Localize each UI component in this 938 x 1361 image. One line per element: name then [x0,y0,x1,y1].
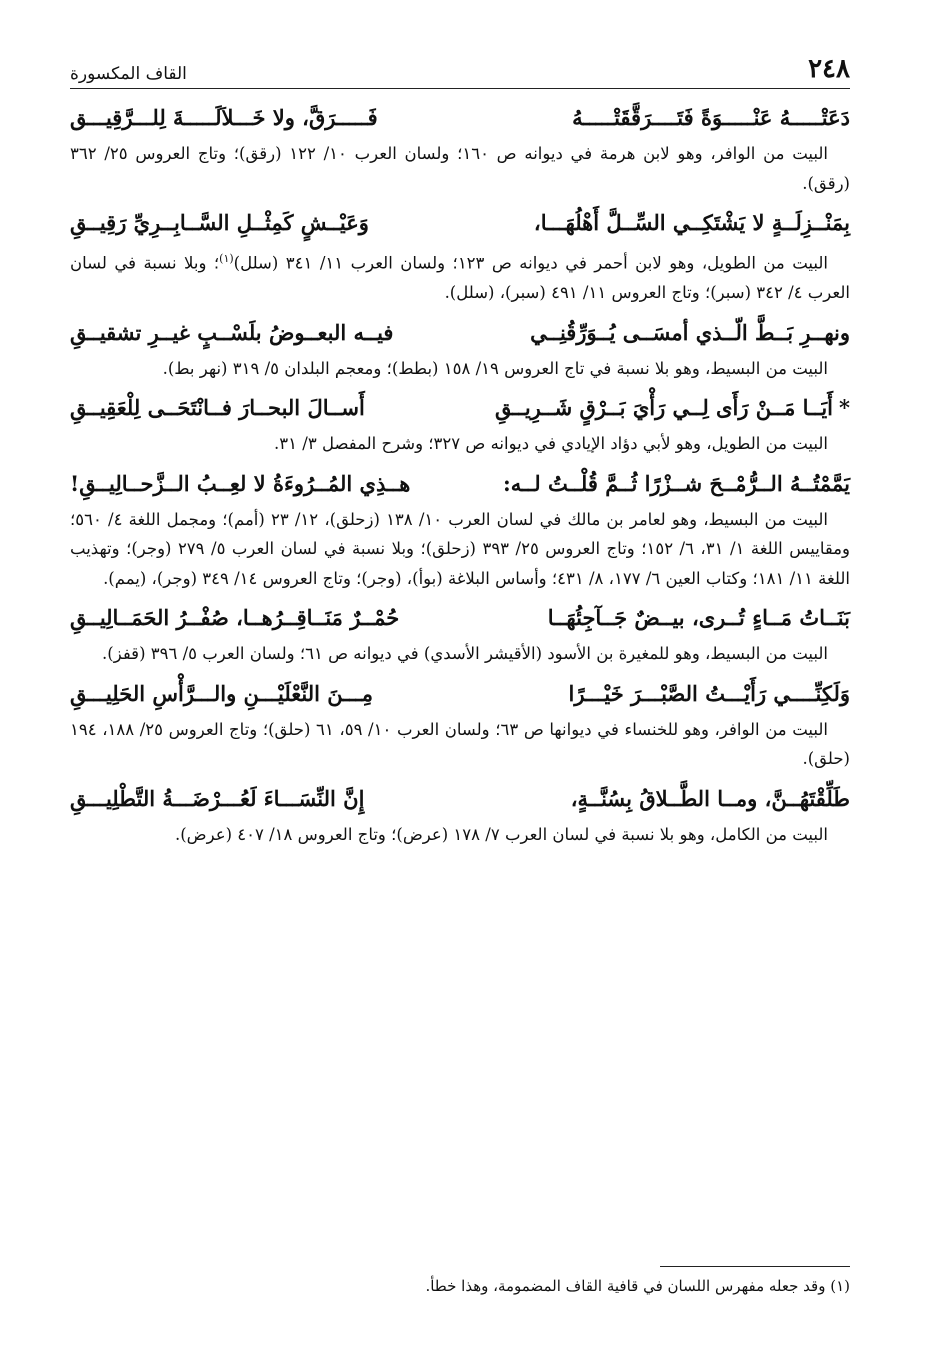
hemistich-first: بَنَــاتُ مَــاءٍ تُــرى، بيــضٌ جَــآجِئُهَــا [547,605,850,630]
verse-note [70,715,850,774]
verse-note [70,354,850,384]
hemistich-first: بِمَنْــزِلَــةٍ لا يَشْتَكِــي السِّــلَّ أَهْلُهَـــا، [533,210,850,235]
verse-entry [70,387,850,459]
verse-line [70,463,850,505]
verse-line [70,202,850,244]
hemistich-second: حُمْــرٌ مَنَــاقِــرُهــا، صُفْــرُ الحَمَــالِيــقِ [70,605,400,630]
hemistich-second: فيــه البعــوضُ بلَسْــبٍ غيــرِ تشقيــقِ [70,319,394,345]
note-text: البيت من الكامل، وهو بلا نسبة في لسان العرب ٧/ ١٧٨ (عرض)؛ وتاج العروس ١٨/ ٤٠٧ (عرض). [174,824,828,844]
verse-line [70,597,850,639]
verse-line [70,312,850,354]
verse-entry [70,778,850,850]
verse-line [70,778,850,820]
hemistich-second: أَســالَ البحــارَ فــانْتَحَــى لِلْعَقِيــقِ [70,395,365,420]
hemistich-first: طَلِّقْتَهُــنَّ، ومــا الطَّــلاقُ بِسُنَّــةٍ، [570,785,850,811]
hemistich-first: ونهــرِ بَــطَّ الّــذي أمسَــى يُــوَرِّقُنِــي [530,319,850,345]
hemistich-second: وَعَيْــشٍ كَمِثْــلِ السَّــابِــرِيِّ رَقِيــقِ [70,210,369,235]
page [70,50,850,853]
star-marker: * [839,395,850,420]
hemistich-first: *أَيَــا مَــنْ رَأَى لِــي رَأْيَ بَــرْقٍ شَــرِيــقِ [495,395,850,420]
footnote-divider [660,1266,850,1267]
verse-entry [70,673,850,774]
verse-note [70,820,850,850]
note-text: البيت من البسيط، وهو بلا نسبة في تاج العروس ١٩/ ١٥٨ (بطط)؛ ومعجم البلدان ٥/ ٣١٩ (نهر بط). [162,358,828,378]
verse-line [70,673,850,715]
hemistich-first: دَعَتْـــــهُ عَنْـــــوَةً فَتَــــرَقَّقَتْـــــهُ [572,105,850,130]
note-text: البيت من الطويل، وهو لابن أحمر في ديوانه ص ١٢٣؛ ولسان العرب ١١/ ٣٤١ (سلل) [233,253,828,273]
hemistich-second: إِنَّ النِّسَـــاءَ لَعُـــرْضَـــةُ التَّطْلِيـــقِ [70,785,365,811]
hemistich-second: مِـــنَ النَّعْلَيْـــنِ والـــرَّأْسِ الحَلِيـــقِ [70,680,373,706]
verse-note [70,429,850,459]
note-text: البيت من الوافر، وهو لابن هرمة في ديوانه ص ١٦٠؛ ولسان العرب ١٠/ ١٢٢ (رقق)؛ وتاج العروس ٢٥/ ٣٦٢ (رقق). [70,144,850,193]
hemistich-second: هــذِي المُــرُوءَةُ لا لعِــبُ الــزَّحــالِيــقِ! [70,470,411,496]
note-text: البيت من الطويل، وهو لأبي دؤاد الإيادي في ديوانه ص ٣٢٧؛ وشرح المفصل ٣/ ٣١. [274,434,828,453]
hemistich-second: فَـــــرَقَّ، ولا خَـــلاَلَـــــةَ لِلـــرَّقِيـــق [70,105,378,130]
page-number: ٢٤٨ [808,54,850,84]
footnote-marker[interactable]: (١) [219,252,234,265]
verse-note [70,244,850,308]
entries [70,97,850,849]
verse-entry [70,597,850,669]
verse-line [70,97,850,139]
page-header [70,50,850,89]
hemistich-first: يَمَّمْتُــهُ الــرُّمْــحَ شــزْرًا ثُــمَّ قُلْــتُ لــه: [502,470,850,496]
verse-entry [70,97,850,198]
chapter-title: القاف المكسورة [70,64,187,84]
footnotes [70,1266,850,1295]
note-text: البيت من البسيط، وهو لعامر بن مالك في لسان العرب ١٠/ ١٣٨ (زحلق)، ١٢/ ٢٣ (أمم)؛ ومجمل اللغة ٤/ ٥٦٠؛ ومقاييس اللغة ١/ ٣١، ٦/ ١٥٢؛ وتاج العروس ٢٥/ ٣٩٣ (زحلق)؛ وبلا نسبة في لسان العرب ٥/ ٢٧٩ (وجر)؛ وتهذيب اللغة ١١/ ١٨١؛ وكتاب العين ٦/ ١٧٧، ٨/ ٤٣١؛ وأساس البلاغة (بوأ)، (وجر)؛ وتاج العروس ١٤/ ٣٤٩ (وجر)، (يمم). [70,509,850,588]
verse-note [70,139,850,198]
verse-entry [70,202,850,308]
hemistich-first: وَلَكِنِّــــي رَأَيْـــتُ الصَّبْـــرَ خَيْـــرًا [568,680,850,706]
verse-note [70,639,850,669]
note-text: البيت من البسيط، وهو للمغيرة بن الأسود (الأقيشر الأسدي) في ديوانه ص ٦١؛ ولسان العرب ٥/ ٣٩٦ (قفز). [102,644,828,663]
footnote: (١) وقد جعله مفهرس اللسان في قافية القاف المضمومة، وهذا خطأ. [425,1277,850,1295]
verse-entry [70,312,850,384]
verse-note [70,505,850,594]
note-text-continued: ؛ وبلا نسبة في لسان العرب ٤/ ٣٤٢ (سبر)؛ وتاج العروس ١١/ ٤٩١ (سبر)، (سلل). [70,253,850,302]
note-text: البيت من الوافر، وهو للخنساء في ديوانها ص ٦٣؛ ولسان العرب ١٠/ ٥٩، ٦١ (حلق)؛ وتاج العروس ٢٥/ ١٨٨، ١٩٤ (حلق). [70,719,850,768]
verse-entry [70,463,850,594]
verse-line [70,387,850,429]
